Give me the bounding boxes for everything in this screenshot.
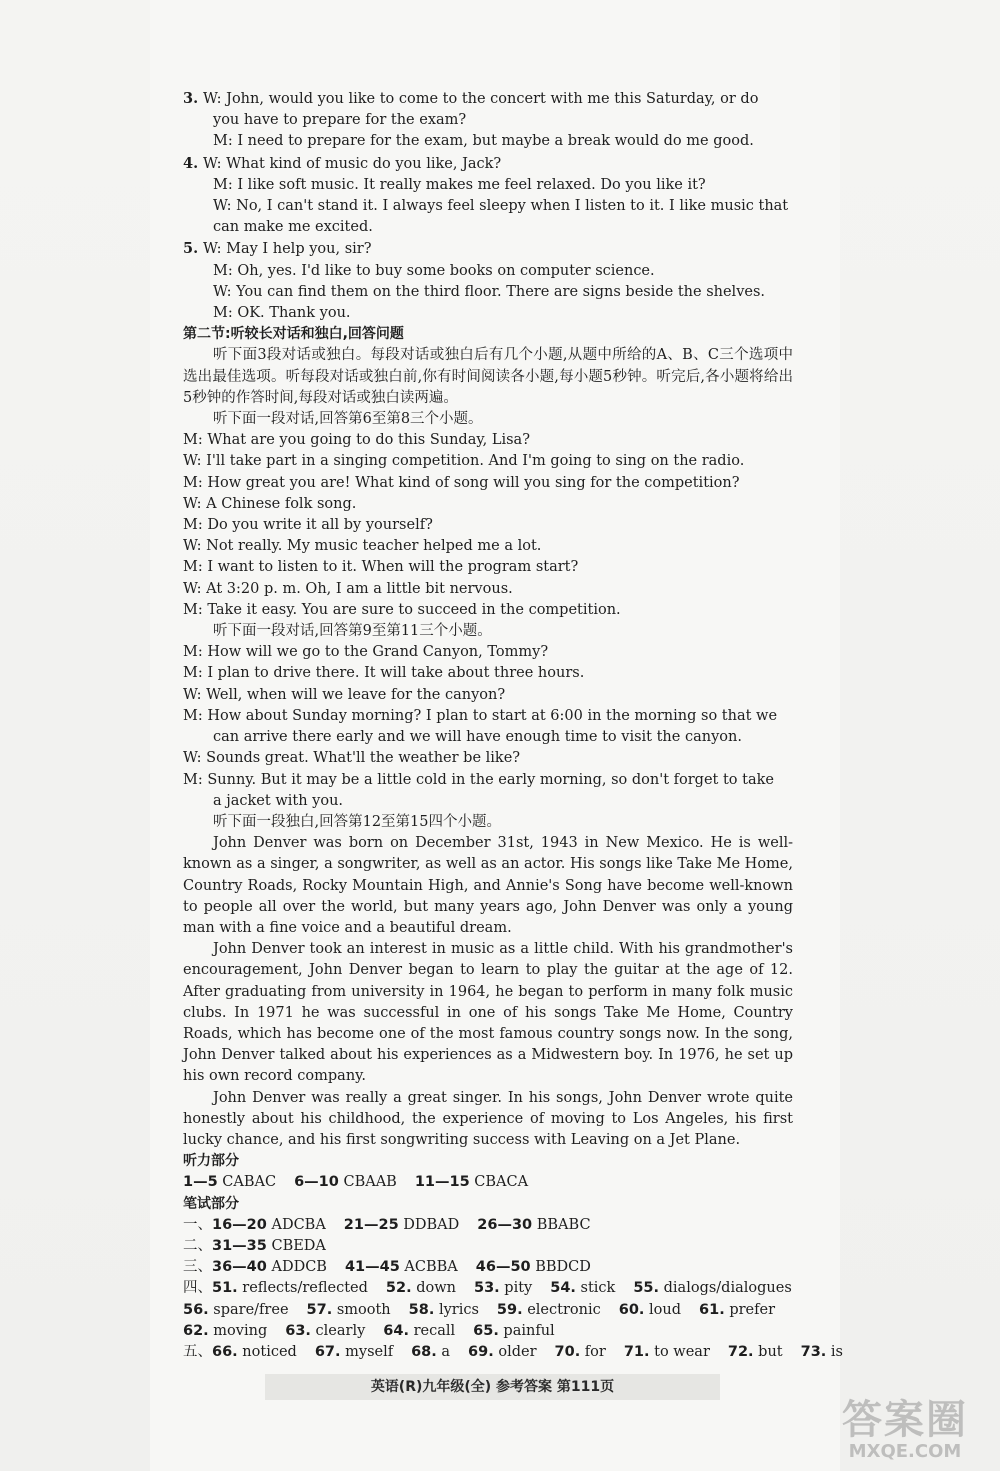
answer-item (699, 1302, 775, 1318)
answer-number: 71. (623, 1343, 650, 1360)
dialog1-intro: 听下面一段对话,回答第6至第8三个小题。 (213, 411, 483, 428)
answer-item (307, 1302, 391, 1318)
dialog2-line: W: Well, when will we leave for the canyon? (183, 686, 506, 703)
section-prefix: 四、 (183, 1280, 212, 1297)
section-prefix: 二、 (183, 1237, 212, 1254)
answer-item (409, 1302, 479, 1318)
answer-item (801, 1344, 843, 1360)
dialogue-line (183, 217, 793, 238)
listening-answers (183, 1172, 793, 1193)
answer-number: 53. (473, 1280, 500, 1297)
answer-item (474, 1280, 532, 1296)
answer-number: 55. (633, 1280, 660, 1297)
written-answer-row (183, 1300, 793, 1321)
section-prefix: 一、 (183, 1216, 212, 1233)
answer-value: CBEDA (266, 1237, 326, 1254)
dialogue-text: W: May I help you, sir? (203, 241, 372, 258)
answer-number: 41—45 (344, 1259, 400, 1276)
dialogue-text: you have to prepare for the exam? (213, 112, 467, 129)
answer-range: 1—5 (183, 1174, 218, 1191)
answer-value: prefer (724, 1301, 776, 1318)
answer-value: DDBAD (398, 1216, 460, 1233)
dialogue-line (183, 153, 793, 175)
dialog1-line: W: Not really. My music teacher helped me a lot. (183, 538, 542, 555)
answer-group (415, 1174, 528, 1190)
answer-number: 31—35 (212, 1237, 267, 1254)
answer-item (285, 1323, 365, 1339)
dialogue-line (183, 303, 793, 324)
section2-header: 第二节:听较长对话和独白,回答问题 (183, 326, 404, 343)
answer-value: moving (208, 1322, 268, 1339)
answer-value: lyrics (434, 1301, 479, 1318)
answer-value: a (436, 1343, 451, 1360)
answer-value: stick (575, 1280, 616, 1297)
answer-range: 11—15 (414, 1174, 470, 1191)
answer-item (315, 1344, 393, 1360)
answer-value: electronic (522, 1301, 601, 1318)
monologue-paragraph-1: John Denver was born on December 31st, 1943 in New Mexico. He is well-known as a singer, a songwriter, as well as an actor. His songs like Take Me Home, Country Roads, Rocky Mountain High, and Annie's Song have become well-known to people all over the world, but many years ago, John Denver was only a young man with a fine voice and a beautiful dream. (183, 835, 793, 936)
dialogue-line (183, 282, 793, 303)
written-answer-row (183, 1321, 793, 1342)
answer-item (473, 1323, 555, 1339)
written-answer-row (183, 1215, 793, 1236)
dialogue-line (183, 238, 793, 260)
dialog2-line: a jacket with you. (213, 792, 344, 809)
answer-number: 51. (212, 1280, 238, 1297)
dialog2 (183, 642, 793, 812)
answer-value: CABAC (217, 1174, 277, 1191)
dialogue-line (183, 110, 793, 131)
dialog1-line: M: Take it easy. You are sure to succeed in the competition. (183, 601, 621, 618)
dialog1-line: M: I want to listen to it. When will the program start? (183, 559, 579, 576)
question-number: 5. (183, 240, 199, 258)
answer-item (212, 1280, 368, 1296)
dialog2-line: M: Sunny. But it may be a little cold in the early morning, so don't forget to take (183, 771, 774, 788)
dialog1-line: W: I'll take part in a singing competition. And I'm going to sing on the radio. (183, 453, 745, 470)
dialogue-line (183, 131, 793, 152)
dialogue-text: M: I like soft music. It really makes me feel relaxed. Do you like it? (213, 176, 706, 193)
answer-value: to wear (649, 1343, 710, 1360)
written-answer-row (183, 1236, 793, 1257)
answer-item (345, 1259, 458, 1275)
watermark-logo (815, 1398, 995, 1466)
monologue-intro: 听下面一段独白,回答第12至第15四个小题。 (213, 813, 502, 830)
answer-item (550, 1280, 615, 1296)
short-dialogues (183, 88, 793, 324)
section2-instructions: 听下面3段对话或独白。每段对话或独白后有几个小题,从题中所给的A、B、C三个选项中选出最佳选项。听每段对话或独白前,你有时间阅读各小题,每小题5秒钟。听完后,各小题将给出5秒钟的作答时间,每段对话或独白读两遍。 (183, 347, 793, 406)
section-prefix: 五、 (183, 1343, 212, 1360)
written-header: 笔试部分 (183, 1195, 239, 1212)
answer-item (212, 1344, 297, 1360)
answer-value: recall (408, 1322, 456, 1339)
answer-item (497, 1302, 601, 1318)
dialog2-line: W: Sounds great. What'll the weather be like? (183, 750, 521, 767)
answer-number: 61. (699, 1301, 725, 1318)
answer-value: spare/free (208, 1301, 289, 1318)
answer-value: smooth (332, 1301, 391, 1318)
answer-group (294, 1174, 397, 1190)
dialog2-line: can arrive there early and we will have enough time to visit the canyon. (213, 729, 742, 746)
answer-value: is (826, 1343, 844, 1360)
answer-item (386, 1280, 456, 1296)
answer-item (619, 1302, 681, 1318)
answer-number: 64. (383, 1322, 409, 1339)
answer-number: 60. (618, 1301, 645, 1318)
dialogue-line (183, 175, 793, 196)
answer-item (212, 1238, 326, 1254)
answer-item (468, 1344, 536, 1360)
answer-number: 70. (554, 1343, 581, 1360)
answer-number: 54. (550, 1280, 576, 1297)
answer-item (344, 1217, 459, 1233)
answer-number: 52. (385, 1280, 412, 1297)
dialogue-line (183, 261, 793, 282)
monologue-paragraph-2: John Denver took an interest in music as a little child. With his grandmother's encouragement, John Denver began to learn to play the guitar at the age of 12. After graduating from university in 1964, he began to perform in many folk music clubs. In 1971 he was successful in one of his songs Take Me Home, Country Roads, which has become one of the most famous country songs now. In the song, John Denver talked about his experiences as a Midwestern boy. In 1976, he set up his own record company. (183, 941, 793, 1085)
answer-value: for (580, 1343, 606, 1360)
answer-value: ACBBA (399, 1259, 458, 1276)
answer-value: ADDCB (266, 1259, 327, 1276)
answer-number: 59. (496, 1301, 523, 1318)
answer-value: but (753, 1343, 783, 1360)
answer-item (183, 1302, 289, 1318)
answer-item (624, 1344, 710, 1360)
dialog2-intro: 听下面一段对话,回答第9至第11三个小题。 (213, 623, 492, 640)
dialog1-line: M: Do you write it all by yourself? (183, 517, 433, 534)
dialog1-line: M: How great you are! What kind of song will you sing for the competition? (183, 474, 740, 491)
written-answer-row (183, 1257, 793, 1278)
answer-value: noticed (237, 1343, 297, 1360)
section-prefix: 三、 (183, 1259, 212, 1276)
dialog2-line: M: How will we go to the Grand Canyon, Tommy? (183, 644, 549, 661)
written-answer-row (183, 1278, 793, 1299)
answer-value: pity (499, 1280, 533, 1297)
dialog2-line: M: How about Sunday morning? I plan to start at 6:00 in the morning so that we (183, 707, 778, 724)
question-number: 4. (183, 154, 199, 172)
answer-number: 69. (468, 1343, 494, 1360)
answer-value: BBABC (532, 1216, 591, 1233)
answer-value: ADCBA (266, 1216, 326, 1233)
dialogue-text: M: OK. Thank you. (213, 305, 351, 322)
watermark-url: MXQE.COM (848, 1441, 962, 1462)
answer-item (477, 1217, 590, 1233)
dialogue-text: can make me excited. (213, 219, 373, 236)
answer-number: 57. (306, 1301, 333, 1318)
answer-number: 26—30 (477, 1216, 533, 1233)
answer-value: painful (498, 1322, 555, 1339)
dialogue-text: M: Oh, yes. I'd like to buy some books on computer science. (213, 262, 655, 279)
dialogue-text: W: No, I can't stand it. I always feel sleepy when I listen to it. I like music that (213, 198, 789, 215)
monologue-paragraph-3: John Denver was really a great singer. In his songs, John Denver wrote quite honestly about his childhood, the experience of moving to Los Angeles, his first lucky chance, and his first songwriting success with Leaving on a Jet Plane. (183, 1089, 793, 1148)
answer-item (728, 1344, 783, 1360)
answer-number: 73. (800, 1343, 827, 1360)
answer-value: down (411, 1280, 456, 1297)
answer-number: 66. (212, 1343, 238, 1360)
answer-item (183, 1323, 267, 1339)
answer-value: loud (644, 1301, 682, 1318)
document-content (183, 88, 844, 1363)
answer-value: reflects/reflected (237, 1280, 368, 1297)
dialogue-line (183, 88, 793, 110)
answer-item (633, 1280, 791, 1296)
answer-item (555, 1344, 606, 1360)
answer-number: 68. (411, 1343, 437, 1360)
dialog1-line: M: What are you going to do this Sunday, Lisa? (183, 432, 530, 449)
dialogue-text: W: John, would you like to come to the concert with me this Saturday, or do (203, 91, 759, 107)
answer-item (212, 1259, 327, 1275)
listening-header: 听力部分 (183, 1153, 239, 1170)
answer-item (383, 1323, 455, 1339)
written-answer-row (183, 1342, 844, 1363)
answer-number: 58. (408, 1301, 435, 1318)
answer-number: 21—25 (343, 1216, 399, 1233)
answer-value: CBAAB (338, 1174, 397, 1191)
answer-number: 36—40 (212, 1259, 267, 1276)
answer-group (183, 1174, 276, 1190)
answer-number: 62. (183, 1322, 209, 1339)
question-number: 3. (183, 90, 199, 107)
watermark-text: 答案圈 (842, 1397, 968, 1443)
dialogue-text: W: What kind of music do you like, Jack? (203, 155, 502, 172)
dialog2-line: M: I plan to drive there. It will take about three hours. (183, 665, 585, 682)
answer-number: 67. (314, 1343, 341, 1360)
page-footer: 英语(R)九年级(全) 参考答案 第111页 (265, 1374, 720, 1400)
dialog1-line: W: At 3:20 p. m. Oh, I am a little bit nervous. (183, 580, 513, 597)
dialogue-line (183, 196, 793, 217)
answer-value: older (493, 1343, 537, 1360)
dialogue-text: W: You can find them on the third floor. There are signs beside the shelves. (213, 283, 766, 300)
dialog1 (183, 430, 793, 621)
written-answers (183, 1215, 844, 1363)
answer-value: CBACA (469, 1174, 529, 1191)
answer-item (476, 1259, 591, 1275)
answer-item (212, 1217, 326, 1233)
answer-value: clearly (310, 1322, 366, 1339)
answer-item (411, 1344, 450, 1360)
answer-value: BBDCD (530, 1259, 591, 1276)
answer-number: 63. (285, 1322, 311, 1339)
dialogue-text: M: I need to prepare for the exam, but maybe a break would do me good. (213, 133, 754, 150)
dialog1-line: W: A Chinese folk song. (183, 495, 357, 512)
answer-number: 56. (183, 1301, 209, 1318)
answer-number: 16—20 (212, 1216, 267, 1233)
answer-range: 6—10 (294, 1174, 339, 1191)
answer-number: 72. (727, 1343, 754, 1360)
answer-value: myself (340, 1343, 394, 1360)
answer-value: dialogs/dialogues (659, 1280, 792, 1297)
answer-number: 65. (473, 1322, 499, 1339)
answer-number: 46—50 (475, 1259, 531, 1276)
